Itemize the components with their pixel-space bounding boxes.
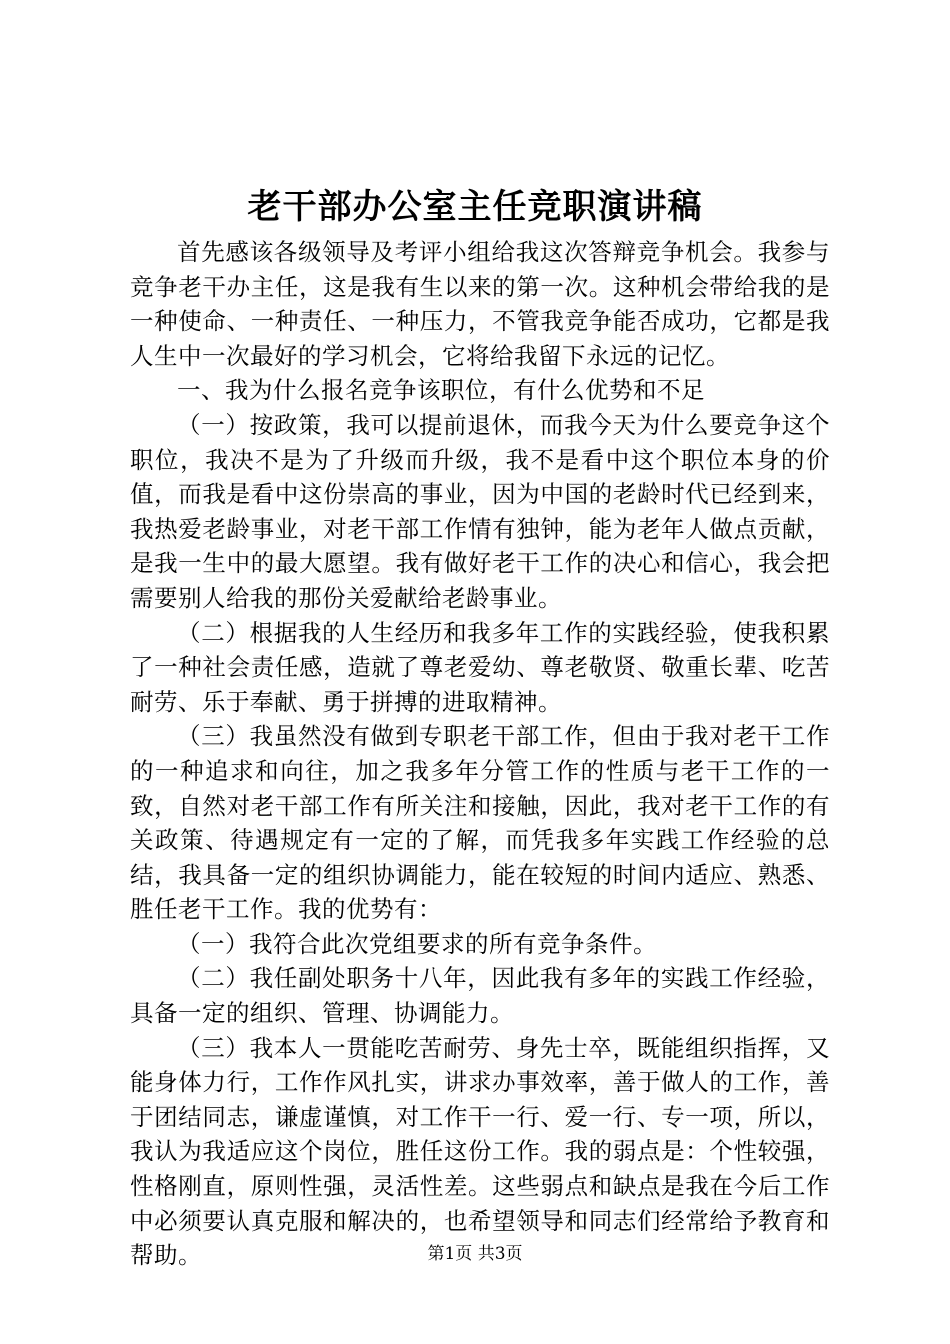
paragraph-intro: 首先感该各级领导及考评小组给我这次答辩竞争机会。我参与竞争老干办主任，这是我有生以来的第一次。这种机会带给我的是一种使命、一种责任、一种压力，不管我竞争能否成功，它都是我人生中一次最好的学习机会，它将给我留下永远的记忆。 xyxy=(130,238,830,370)
paragraph-advantage-2: （二）我任副处职务十八年，因此我有多年的实践工作经验，具备一定的组织、管理、协调能力。 xyxy=(130,964,830,1028)
paragraph-advantage-1: （一）我符合此次党组要求的所有竞争条件。 xyxy=(177,929,657,958)
page-number-footer: 第1页 共3页 xyxy=(427,1244,523,1264)
document-body xyxy=(130,235,830,1273)
paragraph-reason-2: （二）根据我的人生经历和我多年工作的实践经验，使我积累了一种社会责任感，造就了尊老爱幼、尊老敬贤、敬重长辈、吃苦耐劳、乐于奉献、勇于拼搏的进取精神。 xyxy=(130,618,830,716)
paragraph-reason-1: （一）按政策，我可以提前退休，而我今天为什么要竞争这个职位，我决不是为了升级而升级，我不是看中这个职位本身的价值，而我是看中这份崇高的事业，因为中国的老龄时代已经到来，我热爱老龄事业，对老干部工作情有独钟，能为老年人做点贡献，是我一生中的最大愿望。我有做好老干工作的决心和信心，我会把需要别人给我的那份关爱献给老龄事业。 xyxy=(130,410,830,612)
document-title: 老干部办公室主任竞职演讲稿 xyxy=(247,187,703,227)
paragraph-advantage-3: （三）我本人一贯能吃苦耐劳、身先士卒，既能组织指挥，又能身体力行，工作作风扎实，讲求办事效率，善于做人的工作，善于团结同志，谦虚谨慎，对工作干一行、爱一行、专一项，所以，我认为我适应这个岗位，胜任这份工作。我的弱点是：个性较强，性格刚直，原则性强，灵活性差。这些弱点和缺点是我在今后工作中必须要认真克服和解决的，也希望领导和同志们经常给予教育和帮助。 xyxy=(130,1033,830,1270)
section-heading-1: 一、我为什么报名竞争该职位，有什么优势和不足 xyxy=(177,376,705,405)
paragraph-reason-3: （三）我虽然没有做到专职老干部工作，但由于我对老干工作的一种追求和向往，加之我多年分管工作的性质与老干工作的一致，自然对老干部工作有所关注和接触，因此，我对老干工作的有关政策、待遇规定有一定的了解，而凭我多年实践工作经验的总结，我具备一定的组织协调能力，能在较短的时间内适应、熟悉、胜任老干工作。我的优势有： xyxy=(130,722,830,924)
